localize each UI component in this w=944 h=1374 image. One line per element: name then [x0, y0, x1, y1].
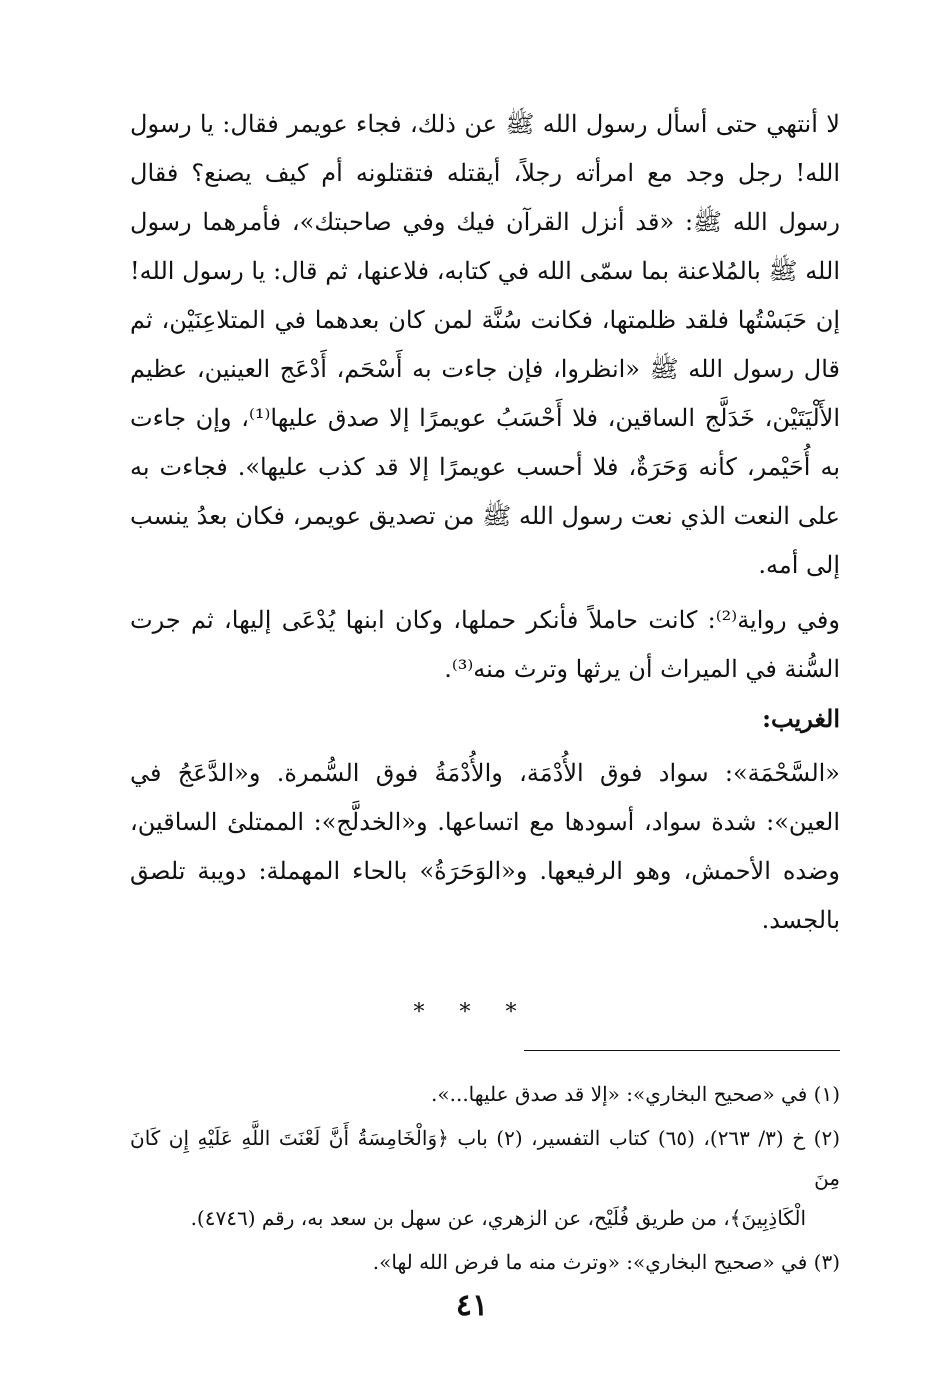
- paragraph-hadith: لا أنتهي حتى أسأل رسول الله ﷺ عن ذلك، فجاء عويمر فقال: يا رسول الله! رجل وجد مع امرأته رجلاً، أيقتله فتقتلونه أم كيف يصنع؟ فقال رسول الله ﷺ: «قد أنزل القرآن فيك وفي صاحبتك»، فأمرهما رسول الله ﷺ بالمُلاعنة بما سمّى الله في كتابه، فلاعنها، ثم قال: يا رسول الله! إن حَبَسْتُها فلقد ظلمتها، فكانت سُنَّة لمن كان بعدهما في المتلاعِنَيْن، ثم قال رسول الله ﷺ «انظروا، فإن جاءت به أَسْحَم، أَدْعَج العينين، عظيم الأَلْيَتَيْن، خَدَلَّج الساقين، فلا أَحْسَبُ عويمرًا إلا صدق عليها⁽¹⁾، وإن جاءت به أُحَيْمر، كأنه وَحَرَةٌ، فلا أحسب عويمرًا إلا قد كذب عليها». فجاءت به على النعت الذي نعت رسول الله ﷺ من تصديق عويمر، فكان بعدُ ينسب إلى أمه.: [130, 110, 840, 579]
- footnote-1: (١) في «صحيح البخاري»: «إلا قد صدق عليها...».: [431, 1082, 840, 1106]
- paragraph-gharib: «السَّحْمَة»: سواد فوق الأُدْمَة، والأُدْمَةُ فوق السُّمرة. و«الدَّعَجُ في العين»: شدة سواد، أسودها مع اتساعها. و«الخدلَّج»: الممتلئ الساقين، وضده الأحمش، وهو الرفيعها. و«الوَحَرَةُ» بالحاء المهملة: دويبة تلصق بالجسد.: [130, 759, 840, 934]
- footnote-2: [130, 1118, 840, 1238]
- footnotes: [130, 1074, 840, 1286]
- footnote-2-text: (٢) خ (٣/ ٢٦٣)، (٦٥) كتاب التفسير، (٢) باب ﴿وَالْخَامِسَةُ أَنَّ لَعْنَتَ اللَّهِ عَلَيْهِ إِن كَانَ مِنَ: [130, 1126, 841, 1190]
- section-separator: * * *: [413, 1000, 531, 1025]
- section-heading-gharib: الغريب:: [762, 704, 840, 733]
- footnote-2-continuation: الْكَاذِبِينَ﴾، من طريق فُلَيْح، عن الزهري، عن سهل بن سعد به، رقم (٤٧٤٦).: [190, 1206, 806, 1230]
- main-text: [130, 100, 840, 945]
- page-number: ٤١: [455, 1288, 489, 1323]
- paragraph-riwaya: وفي رواية⁽²⁾: كانت حاملاً فأنكر حملها، وكان ابنها يُدْعَى إليها، ثم جرت السُّنة في الميراث أن يرثها وترث منه⁽³⁾.: [130, 606, 840, 683]
- footnote-divider: [524, 1050, 840, 1051]
- footnote-3: (٣) في «صحيح البخاري»: «وترث منه ما فرض الله لها».: [372, 1250, 840, 1274]
